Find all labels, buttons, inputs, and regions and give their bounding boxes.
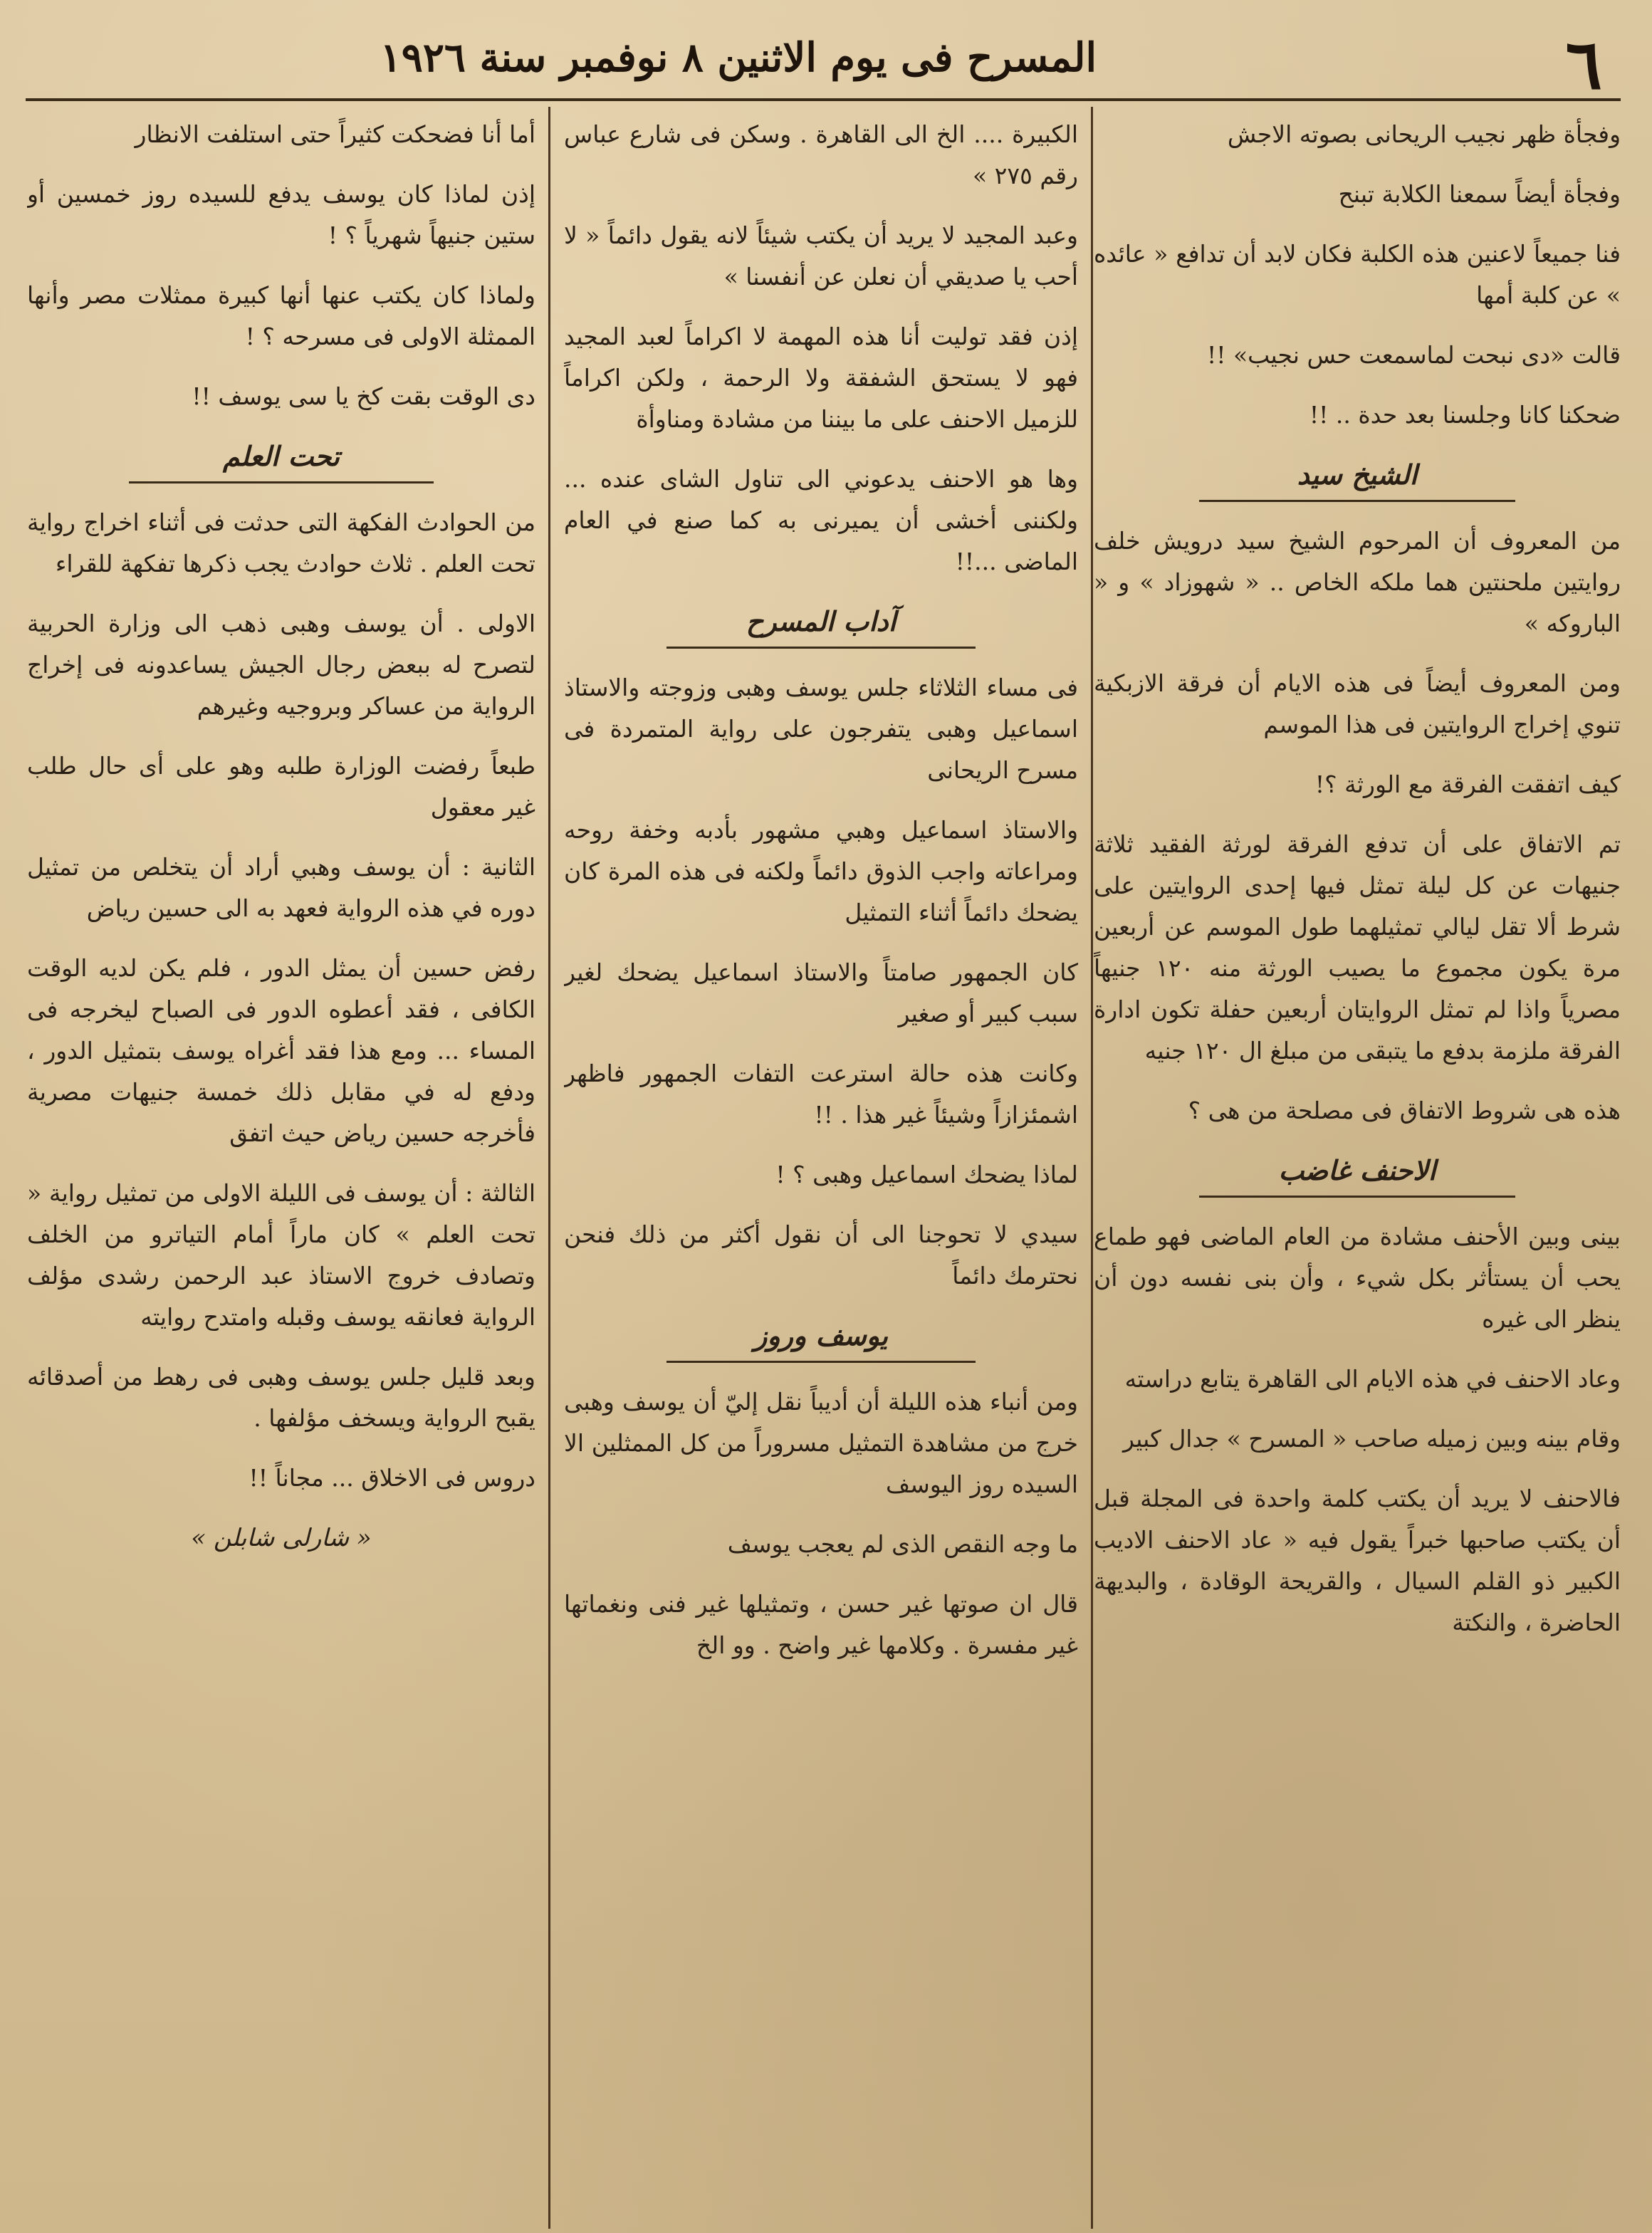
paragraph: ضحكنا كانا وجلسنا بعد حدة .. !! bbox=[1309, 401, 1621, 429]
paragraph: فالاحنف لا يريد أن يكتب كلمة واحدة فى المجلة قبل أن يكتب صاحبها خبراً يقول فيه « عاد الاحنف الاديب الكبير ذو القلم السيال ، والقريحة الوقادة ، والبديهة الحاضرة ، والنكتة bbox=[1094, 1485, 1621, 1636]
column-divider bbox=[548, 107, 550, 2229]
left-column bbox=[27, 114, 535, 2222]
paragraph: الثالثة : أن يوسف فى الليلة الاولى من تمثيل رواية « تحت العلم » كان ماراً أمام التياترو من الخلف وتصادف خروج الاستاذ عبد الرحمن رشدى مؤلف الرواية فعانقه يوسف وقبله وامتدح روايته bbox=[27, 1179, 535, 1331]
paragraph: وفجأة أيضاً سمعنا الكلابة تبنح bbox=[1338, 180, 1621, 208]
paragraph: قالت «دى نبحت لماسمعت حس نجيب» !! bbox=[1206, 341, 1621, 369]
issue-line: المسرح فى يوم الاثنين ٨ نوفمبر سنة ١٩٢٦ bbox=[380, 34, 1097, 81]
paragraph: ولماذا كان يكتب عنها أنها كبيرة ممثلات مصر وأنها الممثلة الاولى فى مسرحه ؟ ! bbox=[27, 281, 535, 350]
paragraph: كيف اتفقت الفرقة مع الورثة ؟! bbox=[1314, 770, 1621, 798]
section-heading: يوسف وروز bbox=[666, 1315, 975, 1363]
paragraph: ومن المعروف أيضاً فى هذه الايام أن فرقة الازبكية تنوي إخراج الروايتين فى هذا الموسم bbox=[1094, 669, 1621, 738]
paragraph: وها هو الاحنف يدعوني الى تناول الشاى عنده ... ولكننى أخشى أن يميرنى به كما صنع في العام الماضى ...!! bbox=[564, 465, 1078, 575]
right-column bbox=[1094, 114, 1621, 2222]
paragraph: كان الجمهور صامتاً والاستاذ اسماعيل يضحك لغير سبب كبير أو صغير bbox=[564, 958, 1078, 1027]
paragraph: من الحوادث الفكهة التى حدثت فى أثناء اخراج رواية تحت العلم . ثلاث حوادث يجب ذكرها تفكهة للقراء bbox=[27, 508, 535, 577]
paragraph: لماذا يضحك اسماعيل وهبى ؟ ! bbox=[775, 1161, 1078, 1188]
middle-column bbox=[564, 114, 1078, 2222]
paragraph: وكانت هذه حالة استرعت التفات الجمهور فاظهر اشمئزازاً وشيئاً غير هذا . !! bbox=[564, 1060, 1078, 1129]
paragraph: أما أنا فضحكت كثيراً حتى استلفت الانظار bbox=[135, 120, 535, 148]
paragraph: وعبد المجيد لا يريد أن يكتب شيئاً لانه يقول دائماً « لا أحب يا صديقي أن نعلن عن أنفسنا » bbox=[564, 221, 1078, 291]
paragraph: قال ان صوتها غير حسن ، وتمثيلها غير فنى ونغماتها غير مفسرة . وكلامها غير واضح . وو الخ bbox=[564, 1590, 1078, 1659]
paragraph: إذن لماذا كان يوسف يدفع للسيده روز خمسين أو ستين جنيهاً شهرياً ؟ ! bbox=[27, 180, 535, 249]
author-signature: « شارلى شابلن » bbox=[191, 1524, 372, 1552]
paragraph: دروس فى الاخلاق ... مجاناً !! bbox=[249, 1464, 535, 1492]
paragraph: ما وجه النقص الذى لم يعجب يوسف bbox=[727, 1530, 1078, 1558]
paragraph: رفض حسين أن يمثل الدور ، فلم يكن لديه الوقت الكافى ، فقد أعطوه الدور فى الصباح ليخرجه فى المساء ... ومع هذا فقد أغراه يوسف بتمثيل الدور ، ودفع له في مقابل ذلك خمسة جنيهات مصرية فأخرجه حسين رياض حيث اتفق bbox=[27, 954, 535, 1147]
paragraph: وفجأة ظهر نجيب الريحانى بصوته الاجش bbox=[1227, 120, 1621, 148]
paragraph: طبعاً رفضت الوزارة طلبه وهو على أى حال طلب غير معقول bbox=[27, 752, 535, 821]
paragraph: وبعد قليل جلس يوسف وهبى فى رهط من أصدقائه يقبح الرواية ويسخف مؤلفها . bbox=[27, 1363, 535, 1432]
paragraph: الكبيرة .... الخ الى القاهرة . وسكن فى شارع عباس رقم ٢٧٥ » bbox=[564, 120, 1078, 189]
page-number: ٦ bbox=[1565, 24, 1602, 105]
paragraph: فى مساء الثلاثاء جلس يوسف وهبى وزوجته والاستاذ اسماعيل وهبى يتفرجون على رواية المتمردة فى مسرح الريحانى bbox=[564, 674, 1078, 784]
paragraph: الاولى . أن يوسف وهبى ذهب الى وزارة الحربية لتصرح له ببعض رجال الجيش يساعدونه فى إخراج الرواية من عساكر وبروجيه وغيرهم bbox=[27, 610, 535, 720]
paragraph: فنا جميعاً لاعنين هذه الكلبة فكان لابد أن تدافع « عائده » عن كلبة أمها bbox=[1094, 240, 1621, 309]
paragraph: ومن أنباء هذه الليلة أن أديباً نقل إليّ أن يوسف وهبى خرج من مشاهدة التمثيل مسروراً من كل الممثلين الا السيده روز اليوسف bbox=[564, 1388, 1078, 1498]
section-heading: آداب المسرح bbox=[666, 601, 975, 649]
masthead bbox=[0, 20, 1652, 105]
column-divider bbox=[1091, 107, 1093, 2229]
masthead-rule bbox=[26, 98, 1621, 101]
paragraph: تم الاتفاق على أن تدفع الفرقة لورثة الفقيد ثلاثة جنيهات عن كل ليلة تمثل فيها إحدى الروايتين على شرط ألا تقل ليالي تمثيلهما طول الموسم عن أربعين مرة يكون مجموع ما يصيب الورثة منه ١٢٠ جنيهاً مصرياً واذا لم تمثل الروايتان أربعين حفلة تكون ادارة الفرقة ملزمة بدفع ما يتبقى من مبلغ ال ١٢٠ جنيه bbox=[1094, 830, 1621, 1065]
paragraph: دى الوقت بقت كخ يا سى يوسف !! bbox=[192, 382, 535, 410]
paragraph: سيدي لا تحوجنا الى أن نقول أكثر من ذلك فنحن نحترمك دائماً bbox=[564, 1220, 1078, 1290]
paragraph: هذه هى شروط الاتفاق فى مصلحة من هى ؟ bbox=[1188, 1097, 1621, 1124]
paragraph: الثانية : أن يوسف وهبي أراد أن يتخلص من تمثيل دوره في هذه الرواية فعهد به الى حسين رياض bbox=[27, 853, 535, 922]
paragraph: من المعروف أن المرحوم الشيخ سيد درويش خلف روايتين ملحنتين هما ملكه الخاص .. « شهوزاد » و « الباروكه » bbox=[1094, 527, 1621, 637]
paragraph: وقام بينه وبين زميله صاحب « المسرح » جدال كبير bbox=[1123, 1425, 1621, 1453]
section-heading: تحت العلم bbox=[129, 436, 434, 483]
section-heading: الشيخ سيد bbox=[1199, 454, 1515, 502]
paragraph: وعاد الاحنف في هذه الايام الى القاهرة يتابع دراسته bbox=[1124, 1365, 1621, 1393]
paragraph: والاستاذ اسماعيل وهبي مشهور بأدبه وخفة روحه ومراعاته واجب الذوق دائماً ولكنه فى هذه المرة كان يضحك دائماً أثناء التمثيل bbox=[564, 816, 1078, 926]
section-heading: الاحنف غاضب bbox=[1199, 1150, 1515, 1198]
paragraph: بينى وبين الأحنف مشادة من العام الماضى فهو طماع يحب أن يستأثر بكل شيء ، وأن بنى نفسه دون أن ينظر الى غيره bbox=[1094, 1223, 1621, 1333]
paragraph: إذن فقد توليت أنا هذه المهمة لا اكراماً لعبد المجيد فهو لا يستحق الشفقة ولا الرحمة ، ولكن اكراماً للزميل الاحنف على ما بيننا من مشادة ومناوأة bbox=[564, 323, 1078, 433]
